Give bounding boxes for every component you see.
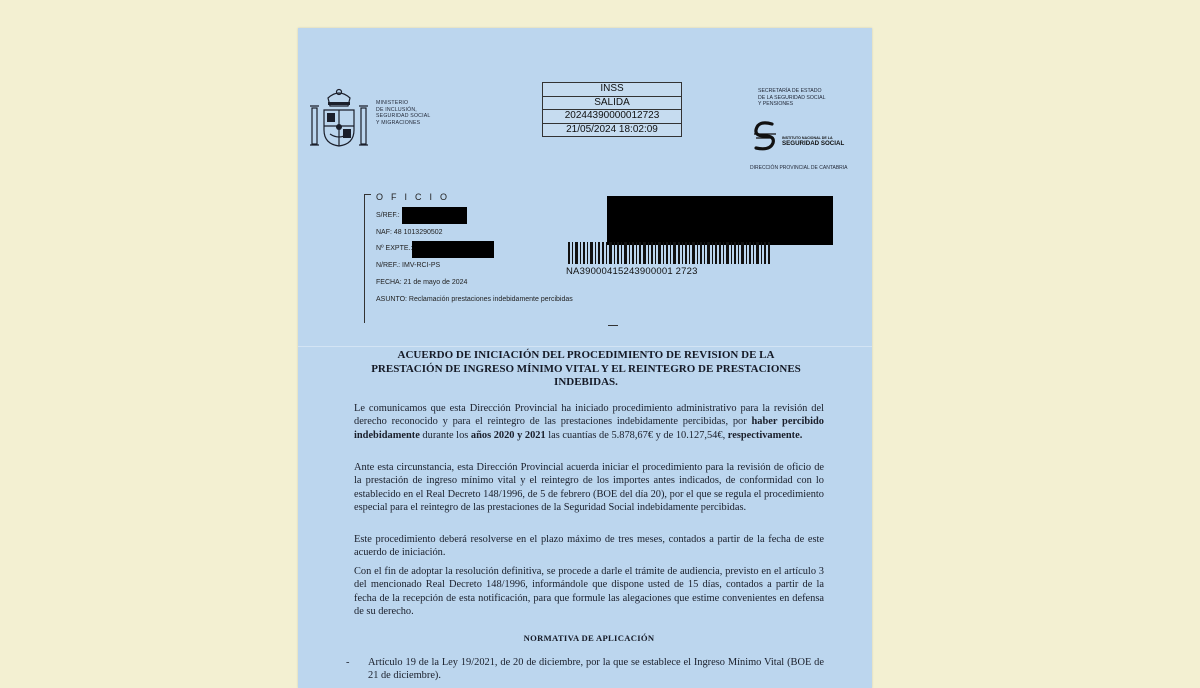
ministry-line: DE INCLUSIÓN, bbox=[376, 106, 417, 113]
barcode-icon bbox=[568, 242, 770, 264]
paragraph-4: Con el fin de adoptar la resolución definitiva, se procede a darle el trámite de audiencia, previsto en el artículo 3 del mencionado Real Decreto 148/1996, informándole que dispone usted de 15 días, contados a partir de la fecha de la recepción de esta notificación, para que formule las alegaciones que estime convenientes en defensa de su derecho. bbox=[354, 566, 824, 617]
secretaria-line: Y PENSIONES bbox=[758, 101, 794, 108]
inss-name-small: INSTITUTO NACIONAL DE LA bbox=[782, 136, 833, 140]
ministry-line: Y MIGRACIONES bbox=[376, 119, 421, 126]
document-title: ACUERDO DE INICIACIÓN DEL PROCEDIMIENTO DE REVISION DE LA PRESTACIÓN DE INGRESO MÍNIMO VITAL Y EL REINTEGRO DE PRESTACIONES INDEBIDAS. bbox=[371, 349, 801, 388]
expte-label: Nº EXPTE.: bbox=[376, 245, 413, 252]
p1-text: las cuantías de 5.878,67€ y de 10.127,54€, bbox=[545, 429, 728, 441]
stamp-type: SALIDA bbox=[543, 97, 681, 111]
nref-field: N/REF.: IMV-RCI-PS bbox=[376, 262, 441, 269]
paper-fold bbox=[298, 346, 872, 347]
coat-of-arms-icon bbox=[308, 86, 370, 150]
p1-bold: respectivamente. bbox=[727, 429, 803, 441]
naf-field: NAF: 48 1013290502 bbox=[376, 229, 443, 236]
barcode-number: NA39000415243900001 2723 bbox=[566, 266, 698, 277]
ministry-line: SEGURIDAD SOCIAL bbox=[376, 113, 431, 120]
ministry-line: MINISTERIO bbox=[376, 100, 409, 106]
direccion-provincial: DIRECCIÓN PROVINCIAL DE CANTABRIA bbox=[750, 165, 848, 171]
secretaria-name bbox=[758, 88, 868, 108]
inss-logo-icon bbox=[750, 118, 780, 152]
inss-name-big: SEGURIDAD SOCIAL bbox=[782, 140, 845, 147]
document-sheet bbox=[298, 28, 872, 688]
oficio-title: OFICIO bbox=[376, 192, 455, 202]
fold-mark bbox=[608, 323, 618, 326]
redaction-expte bbox=[412, 241, 494, 258]
paragraph-2: Ante esta circunstancia, esta Dirección Provincial acuerda iniciar el procedimiento para la revisión de oficio de la prestación de ingreso mínimo vital y el reintegro de los importes antes indicados, de conformidad con lo establecido en el Real Decreto 148/1996, de 5 de febrero (BOE del día 20), por el que se regula el procedimiento especial para el reintegro de las prestaciones de la Seguridad Social indebidamente percibidas. bbox=[354, 462, 824, 513]
registry-stamp bbox=[542, 82, 682, 137]
normativa-heading: NORMATIVA DE APLICACIÓN bbox=[523, 633, 655, 643]
fecha-field: FECHA: 21 de mayo de 2024 bbox=[376, 279, 468, 286]
stamp-office: INSS bbox=[543, 83, 681, 97]
sref-label: S/REF.: bbox=[376, 212, 400, 219]
secretaria-line: SECRETARÍA DE ESTADO bbox=[758, 88, 822, 94]
p1-bold: haber percibido indebidamente bbox=[354, 416, 825, 441]
ministry-name bbox=[376, 100, 466, 126]
secretaria-line: DE LA SEGURIDAD SOCIAL bbox=[758, 94, 826, 101]
stamp-number: 20244390000012723 bbox=[543, 110, 681, 124]
oficio-bracket bbox=[364, 194, 371, 323]
bullet-dash: - bbox=[346, 657, 350, 668]
p1-text: durante los bbox=[419, 429, 471, 441]
redaction-address bbox=[607, 196, 833, 245]
inss-name bbox=[782, 136, 844, 147]
stamp-datetime: 21/05/2024 18:02:09 bbox=[566, 123, 658, 135]
normativa-item: Artículo 19 de la Ley 19/2021, de 20 de diciembre, por la que se establece el Ingreso Mínimo Vital (BOE de 21 de diciembre). bbox=[368, 657, 824, 682]
redaction-sref bbox=[402, 207, 467, 224]
paragraph-1 bbox=[354, 402, 824, 442]
asunto-field: ASUNTO: Reclamación prestaciones indebidamente percibidas bbox=[376, 296, 573, 303]
paragraph-3: Este procedimiento deberá resolverse en el plazo máximo de tres meses, contados a partir de la fecha de este acuerdo de iniciación. bbox=[354, 534, 824, 559]
p1-bold-years: años 2020 y 2021 bbox=[470, 429, 546, 441]
p1-text: Le comunicamos que esta Dirección Provincial ha iniciado procedimiento administrativo para la revisión del derecho reconocido y para el reintegro de las prestaciones indebidamente percibidas, por bbox=[354, 403, 824, 428]
